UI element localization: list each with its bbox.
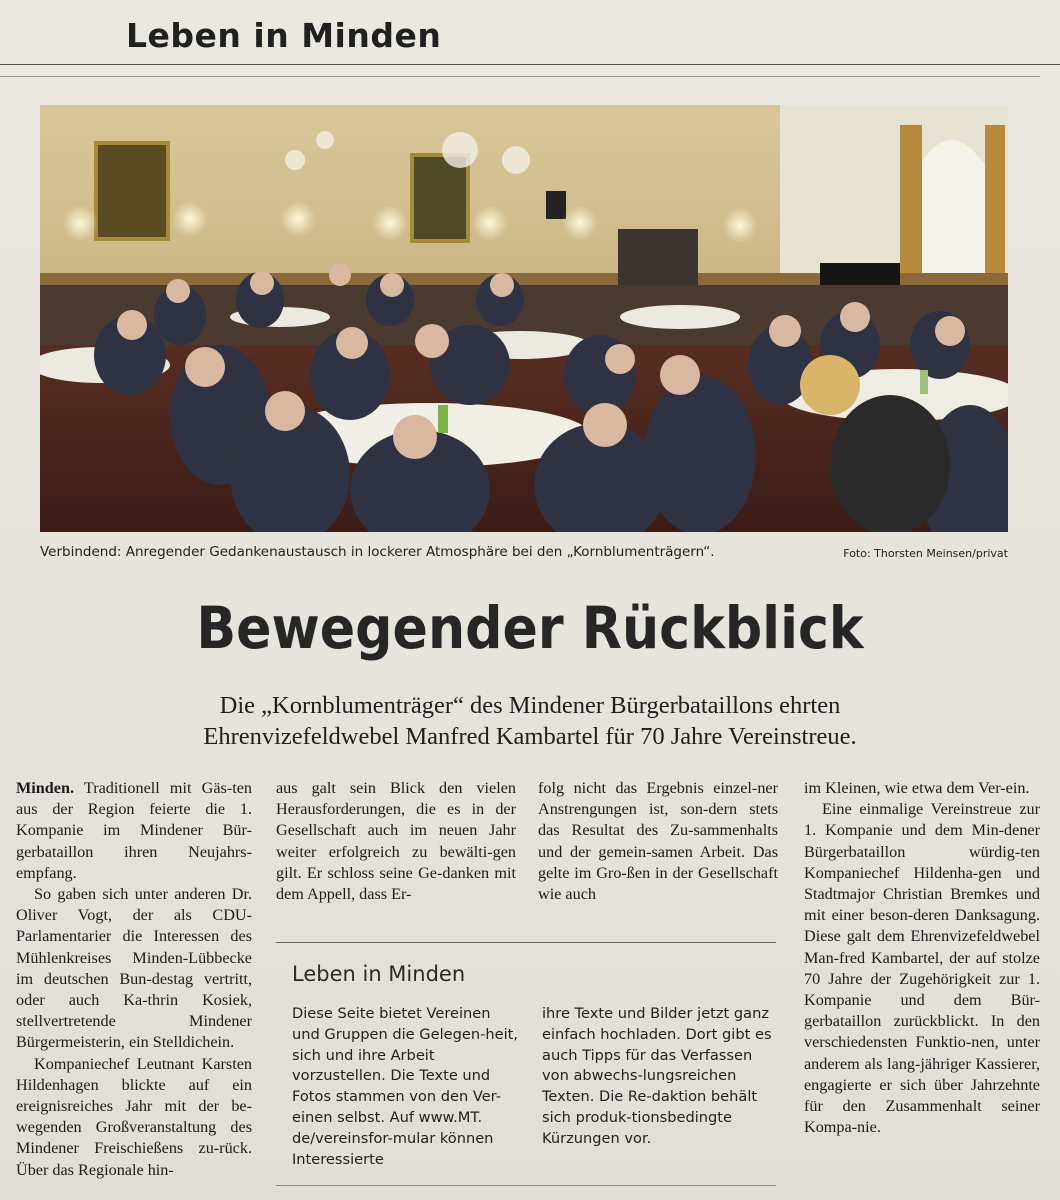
paragraph-text: Traditionell mit Gäs-ten aus der Region feierte die 1. Kompanie im Mindener Bür-gerbataillon ihren Neujahrs-empfang. — [16, 779, 252, 882]
infobox-column-b: ihre Texte und Bilder jetzt ganz einfach hochladen. Dort gibt es auch Tipps für das Verfassen von abwechs-lungsreichen Texten. Die Re-daktion behält sich produk-tionsbedingte Kürzungen vor. — [542, 1005, 772, 1147]
header-rule-secondary — [0, 76, 1040, 77]
article-paragraph: Eine einmalige Vereinstreue zur 1. Kompanie und dem Min-dener Bürgerbataillon würdig-ten Kompaniechef Hildenha-gen und Stadtmajor Christian Bremkes und mit einer beson-deren Danksagung. Diese galt dem Ehrenvizefeldwebel Man-fred Kambartel, der auf stolze 70 Jahre der Zugehörigkeit zur 1. Kompanie und dem Bür-gerbataillon zurückblickt. In den verschiedensten Funktio-nen, unter anderem als lang-jähriger Kassierer, engagierte er sich über Jahrzehnte für den Zusammenhalt seiner Kompa-nie. — [804, 800, 1040, 1137]
article-column-2 — [276, 778, 516, 905]
article-paragraph: Kompaniechef Leutnant Karsten Hildenhagen blickte auf ein ereignisreiches Jahr mit der be-wegenden Großveranstaltung des Mindener Freischießens zu-rück. Über das Regionale hin- — [16, 1054, 252, 1179]
subhead-line-2: Ehrenvizefeldwebel Manfred Kambartel für 70 Jahre Vereinstreue. — [203, 723, 857, 750]
article-subhead — [60, 690, 1000, 752]
infobox-title: Leben in Minden — [292, 962, 466, 986]
article-column-4 — [804, 778, 1040, 1138]
article-paragraph: im Kleinen, wie etwa dem Ver-ein. — [804, 779, 1030, 797]
header-rule — [0, 64, 1060, 65]
subhead-line-1: Die „Kornblumenträger“ des Mindener Bürgerbataillons ehrten — [219, 692, 841, 719]
photo-credit: Foto: Thorsten Meinsen/privat — [843, 547, 1008, 560]
article-column-3 — [538, 778, 778, 905]
infobox-column-a: Diese Seite bietet Vereinen und Gruppen die Gelegen-heit, sich und ihre Arbeit vorzustellen. Die Texte und Fotos stammen von den Ver-einen selbst. Auf www.MT. de/vereinsfor-mular können Interessierte — [292, 1005, 519, 1168]
photo-caption — [40, 544, 1008, 566]
article-paragraph — [16, 778, 252, 884]
section-title: Leben in Minden — [126, 16, 442, 55]
infobox-rule-bottom — [276, 1185, 776, 1186]
article-headline: Bewegender Rückblick — [196, 594, 864, 662]
infobox-rule-top — [276, 942, 776, 943]
event-photo — [40, 105, 1008, 532]
article-column-1 — [16, 778, 252, 1181]
article-paragraph: aus galt sein Blick den vielen Herausforderungen, die es in der Gesellschaft auch im neuen Jahr weiter erfolgreich zu bewälti-gen gilt. Er schloss seine Ge-danken mit dem Appell, dass Er- — [276, 779, 516, 904]
article-paragraph: folg nicht das Ergebnis einzel-ner Anstrengungen ist, son-dern stets das Resultat des Zu-sammenhalts und der gemein-samen Arbeit. Das gelte im Gro-ßen in der Gesellschaft wie auch — [538, 779, 778, 904]
caption-text: Verbindend: Anregender Gedankenaustausch in lockerer Atmosphäre bei den „Kornblumenträgern“. — [40, 544, 715, 560]
dateline: Minden. — [16, 779, 75, 797]
article-paragraph: So gaben sich unter anderen Dr. Oliver Vogt, der als CDU-Parlamentarier die Interessen des Mühlenkreises Minden-Lübbecke im deutschen Bun-destag vertritt, oder auch Ka-thrin Kosiek, stellvertretende Mindener Bürgermeisterin, ein Stelldichein. — [16, 885, 252, 1052]
